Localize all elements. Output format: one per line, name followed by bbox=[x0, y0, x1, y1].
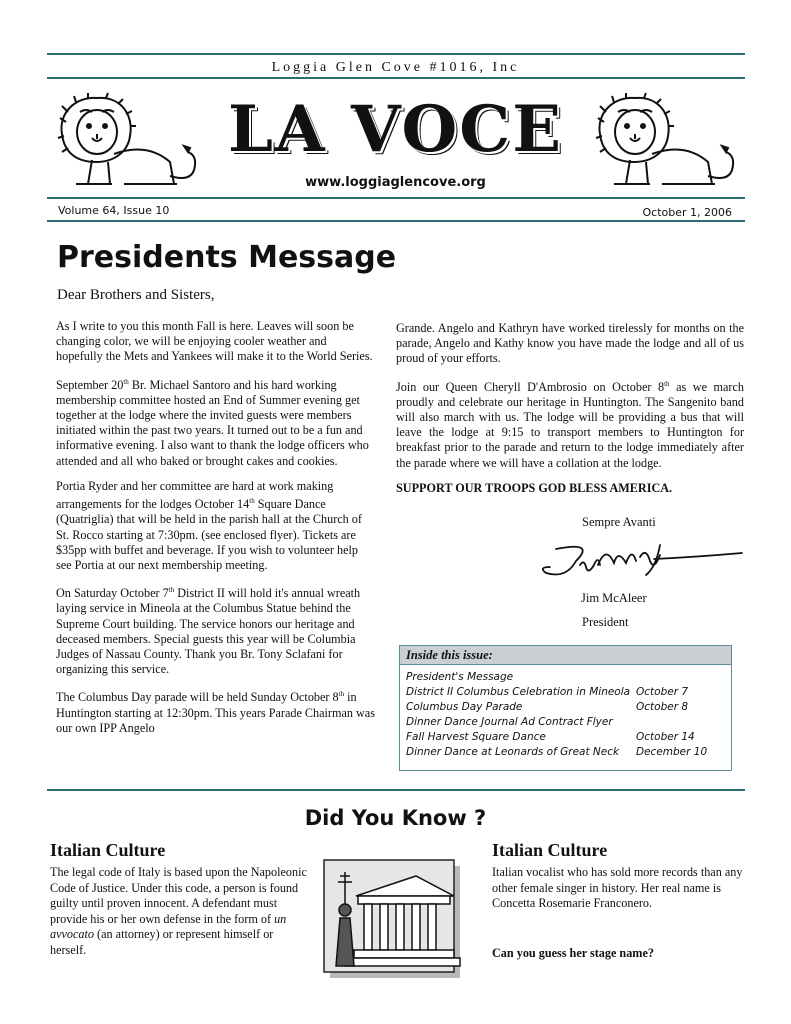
top-rule bbox=[47, 53, 745, 55]
paragraph: September 20th Br. Michael Santoro and his hard working membership committee hosted an End of Summer evening get together at the lodge where the invited guests were members initiated within the past two years. It turned out to be a fun and informative evening. I also want to thank the lodge officers who attended and all who baked or brought cakes and cookies. bbox=[56, 377, 369, 468]
issue-date: October 1, 2006 bbox=[642, 206, 732, 219]
article-greeting: Dear Brothers and Sisters, bbox=[57, 287, 215, 303]
lodge-rule bbox=[47, 77, 745, 79]
toc-label: President's Message bbox=[406, 671, 514, 683]
toc-label: Fall Harvest Square Dance bbox=[406, 731, 546, 743]
paragraph: Join our Queen Cheryll D'Ambrosio on October 8th as we march proudly and celebrate our heritage in Huntington. The Sangenito band will also march with us. The lodge will be providing a bus that will leave the lodge at 9:15 to transport members to Huntington for breakfast prior to the parade and return to the lodge immediately after the parade where we will have a collation at the lodge. bbox=[396, 379, 744, 470]
inside-title: Inside this issue: bbox=[400, 646, 731, 665]
did-you-know-title: Did You Know ? bbox=[304, 806, 487, 830]
paragraph: Grande. Angelo and Kathryn have worked tirelessly for months on the parade, Angelo and Kathy know you have made the lodge and all of us proud of your efforts. bbox=[396, 321, 744, 366]
toc-item[interactable] bbox=[400, 685, 731, 700]
paragraph: On Saturday October 7th District II will hold it's annual wreath laying service in Mineola at the Columbus Statue behind the Supreme Court building. The service honors our heritage and deceased members. Special guests this year will be Columbia Judges of Nassau County. Thank you Br. Tony Sclafani for organizing this service. bbox=[56, 586, 361, 677]
toc-date: October 7 bbox=[636, 686, 689, 698]
body-text: (an attorney) or represent himself or herself. bbox=[50, 927, 274, 957]
toc-date: December 10 bbox=[636, 746, 708, 758]
right-section-question: Can you guess her stage name? bbox=[492, 946, 654, 960]
masthead-title: LA VOCE bbox=[228, 92, 563, 167]
paragraph: The Columbus Day parade will be held Sunday October 8th in Huntington starting at 12:30pm. This years Parade Chairman was our own IPP Angelo bbox=[56, 690, 375, 735]
toc-label: District II Columbus Celebration in Mineola bbox=[406, 686, 631, 698]
support-line: SUPPORT OUR TROOPS GOD BLESS AMERICA. bbox=[396, 480, 673, 495]
monument-icon bbox=[316, 858, 466, 984]
toc-item[interactable] bbox=[400, 730, 731, 745]
article-title: Presidents Message bbox=[57, 240, 397, 275]
section-rule bbox=[47, 789, 745, 791]
left-section-body bbox=[50, 865, 312, 958]
toc-item[interactable] bbox=[400, 670, 731, 685]
toc-date: October 14 bbox=[636, 731, 695, 743]
article-left-column bbox=[56, 319, 376, 746]
signature-icon bbox=[536, 537, 746, 587]
toc-label: Dinner Dance at Leonards of Great Neck bbox=[406, 746, 620, 758]
toc-item[interactable] bbox=[400, 715, 731, 730]
masthead-rule bbox=[47, 197, 745, 199]
paragraph: As I write to you this month Fall is here. Leaves will soon be changing color, we will be enjoying cooler weather and hopefully the Mets and Yankees will make it to the World Series. bbox=[56, 319, 373, 364]
lodge-name: Loggia Glen Cove #1016, Inc bbox=[271, 60, 520, 75]
body-emphasis: un avvocato bbox=[50, 911, 287, 941]
toc-label: Columbus Day Parade bbox=[406, 701, 523, 713]
paragraph: Portia Ryder and her committee are hard at work making arrangements for the lodges October 14th Square Dance (Quatriglia) that will be held in the parish hall at the Church of St. Rocco starting at 7:30pm. (see enclosed flyer). Tickets are $35pp with buffet and beverage. If you wish to volunteer help see Portia at our next membership meeting. bbox=[56, 478, 362, 572]
toc-item[interactable] bbox=[400, 745, 731, 760]
toc-date: October 8 bbox=[636, 701, 689, 713]
website-url[interactable]: www.loggiaglencove.org bbox=[305, 175, 486, 190]
issue-rule bbox=[47, 220, 745, 222]
signer-role: President bbox=[582, 615, 629, 629]
issue-info: Volume 64, Issue 10 bbox=[58, 204, 170, 217]
right-section-title: Italian Culture bbox=[492, 840, 608, 860]
toc-item[interactable] bbox=[400, 700, 731, 715]
signer-name: Jim McAleer bbox=[581, 591, 647, 605]
article-right-column bbox=[396, 321, 744, 506]
closing: Sempre Avanti bbox=[582, 515, 656, 529]
lion-icon bbox=[590, 92, 740, 192]
inside-this-issue-box bbox=[399, 645, 732, 771]
toc-label: Dinner Dance Journal Ad Contract Flyer bbox=[406, 716, 613, 728]
right-section-body: Italian vocalist who has sold more records than any other female singer in history. Her real name is Concetta Rosemarie Franconero. bbox=[492, 865, 743, 910]
body-text: The legal code of Italy is based upon the Napoleonic Code of Justice. Under this code, a person is found guilty until proven innocent. A defendant must provide his or her own defense in the form of bbox=[50, 865, 307, 926]
left-section-title: Italian Culture bbox=[50, 840, 166, 860]
